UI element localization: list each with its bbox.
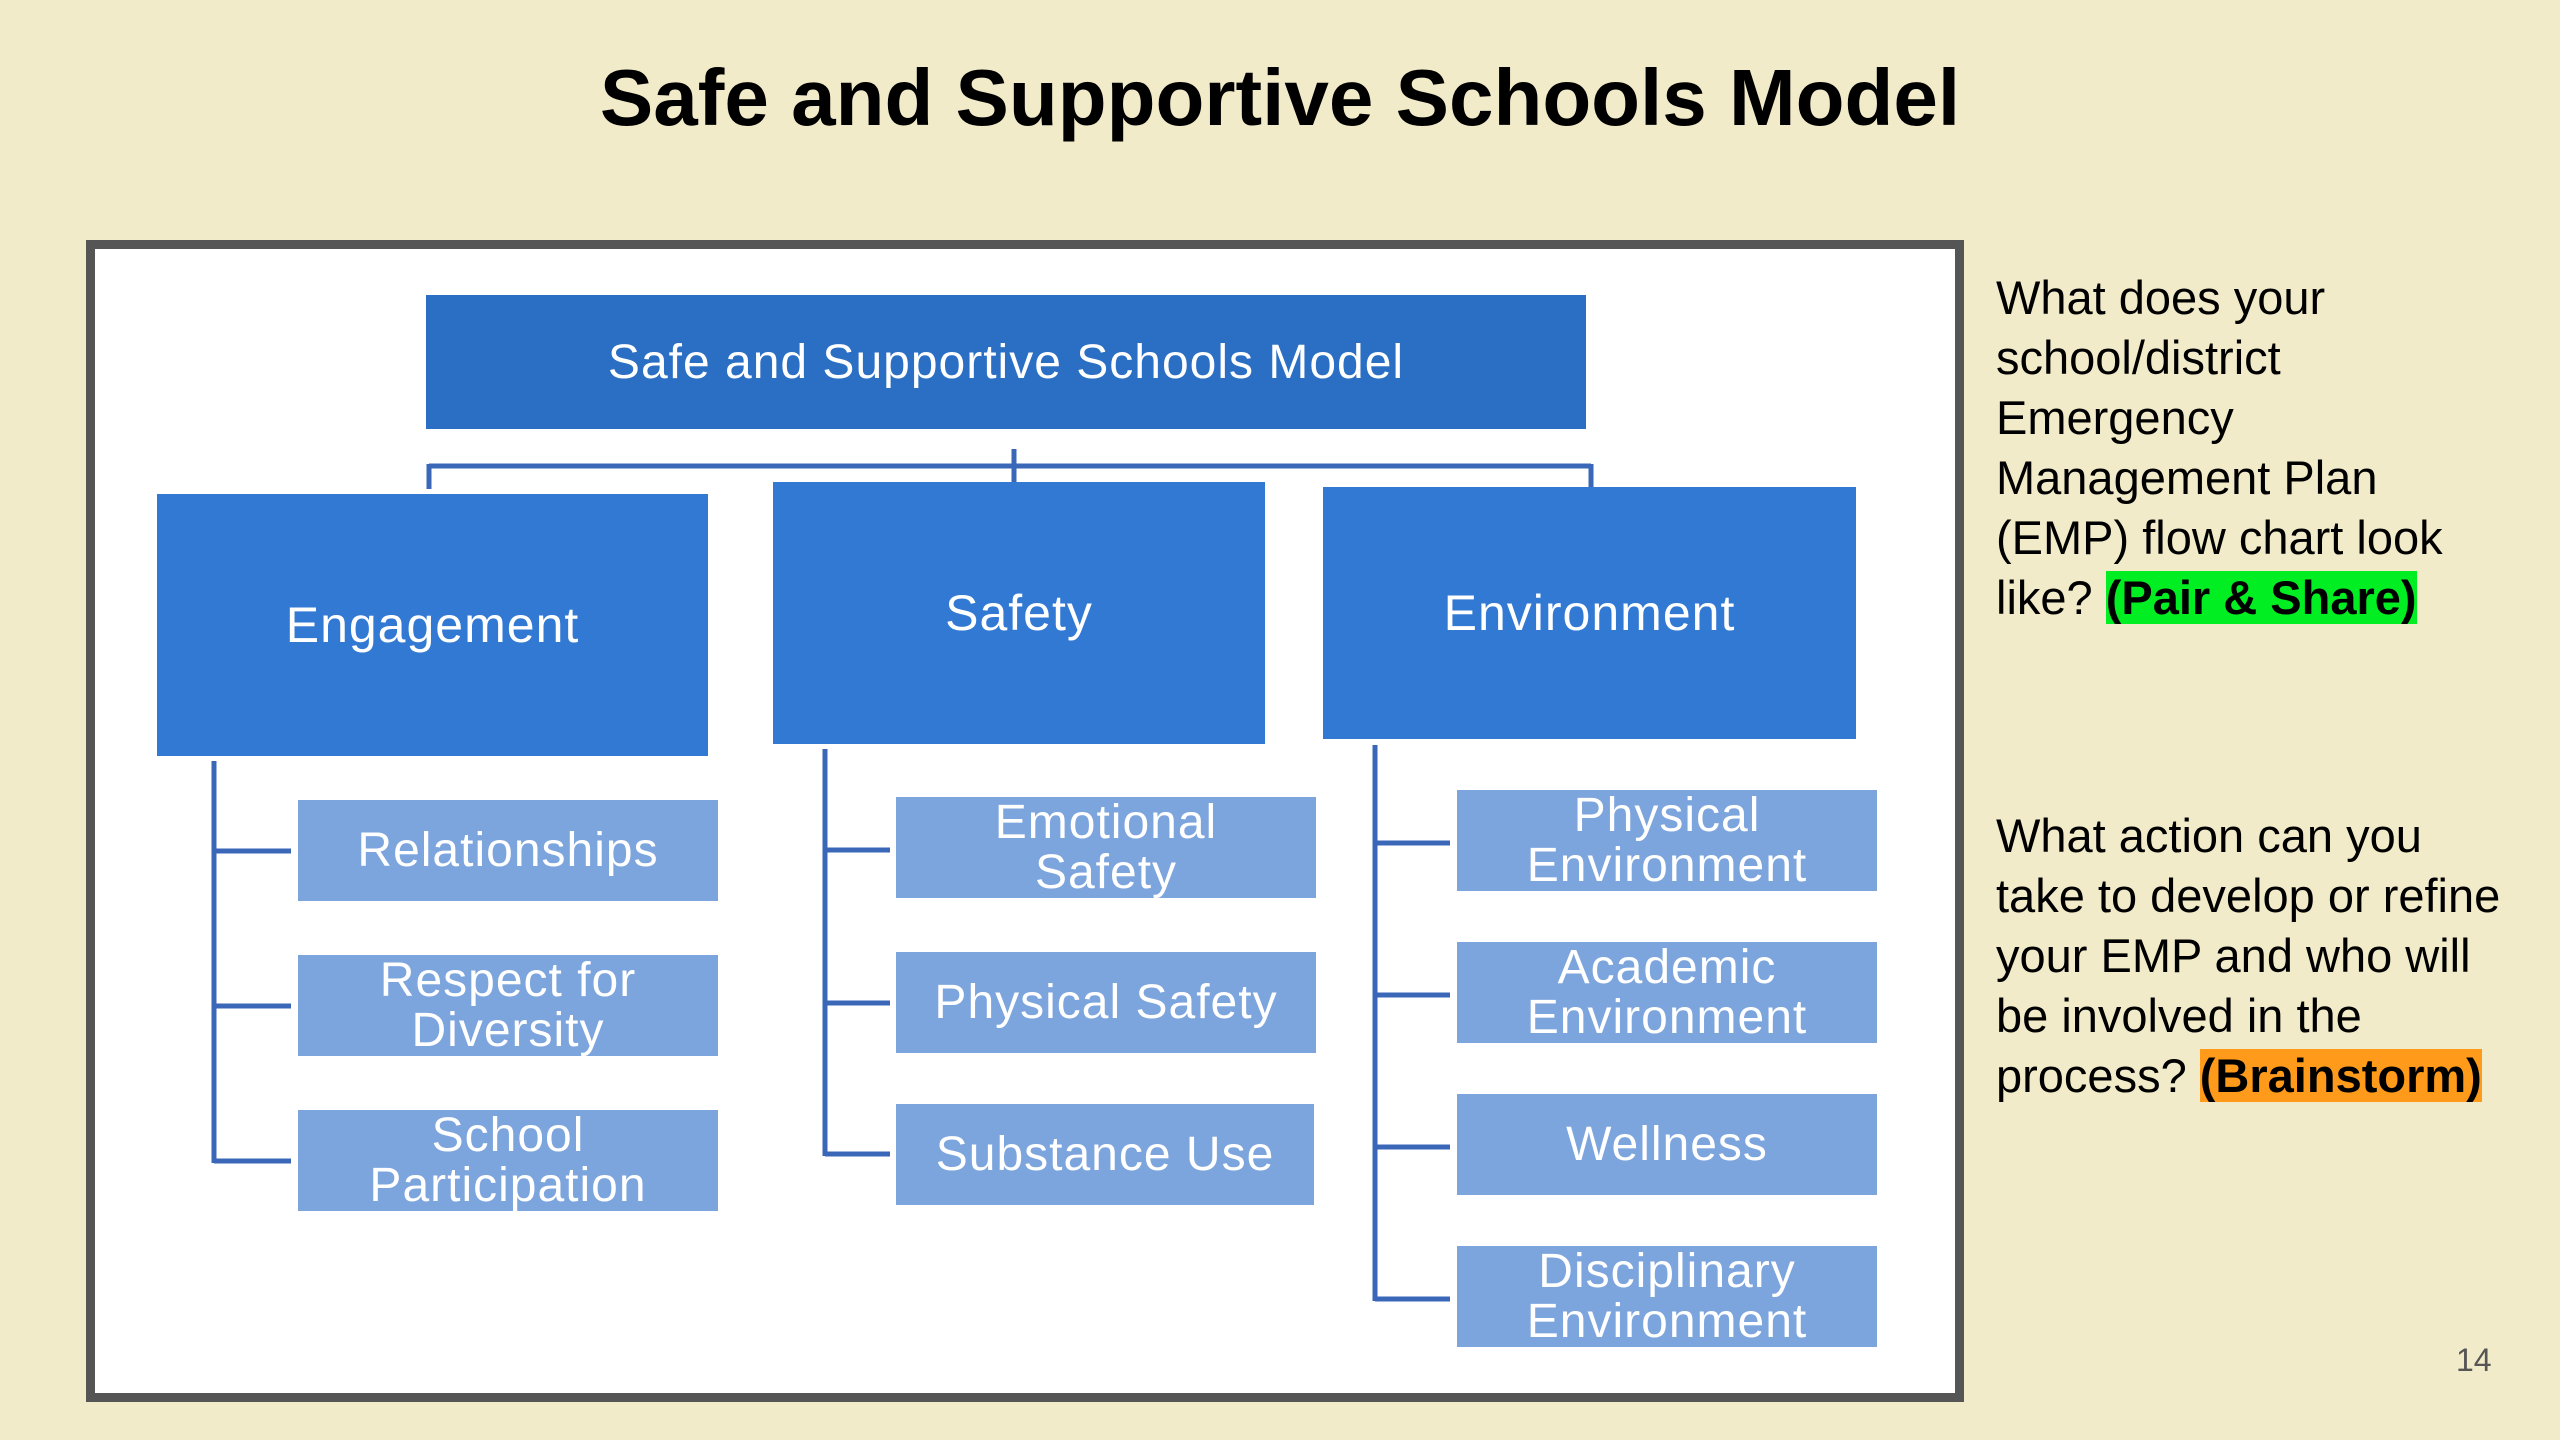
- prompt-1-text: What does your school/district Emergency Management Plan (EMP) flow chart look like?: [1996, 271, 2443, 624]
- category-engagement: Engagement: [157, 494, 708, 756]
- root-node: Safe and Supportive Schools Model: [426, 295, 1586, 429]
- category-environment: Environment: [1323, 487, 1856, 739]
- item-emotional-safety: Emotional Safety: [896, 797, 1316, 898]
- pair-share-tag: (Pair & Share): [2105, 571, 2417, 624]
- brainstorm-tag: (Brainstorm): [2199, 1049, 2482, 1102]
- item-physical-environment: Physical Environment: [1457, 790, 1877, 891]
- item-substance-use: Substance Use: [896, 1104, 1314, 1205]
- item-physical-safety: Physical Safety: [896, 952, 1316, 1053]
- item-academic-environment: Academic Environment: [1457, 942, 1877, 1043]
- item-relationships: Relationships: [298, 800, 718, 901]
- slide-title: Safe and Supportive Schools Model: [599, 53, 1961, 142]
- page-number: 14: [2456, 1342, 2492, 1378]
- item-respect-for-diversity: Respect for Diversity: [298, 955, 718, 1056]
- item-school-participation: School Participation: [298, 1110, 718, 1211]
- prompt-2-text: What action can you take to develop or refine your EMP and who will be involved in the process?: [1996, 809, 2501, 1102]
- diagram-frame: [86, 240, 1964, 1402]
- prompt-emp-flow-chart: [1996, 268, 2516, 628]
- category-safety: Safety: [773, 482, 1265, 744]
- item-disciplinary-environment: Disciplinary Environment: [1457, 1246, 1877, 1347]
- item-wellness: Wellness: [1457, 1094, 1877, 1195]
- prompt-emp-action: [1996, 806, 2516, 1106]
